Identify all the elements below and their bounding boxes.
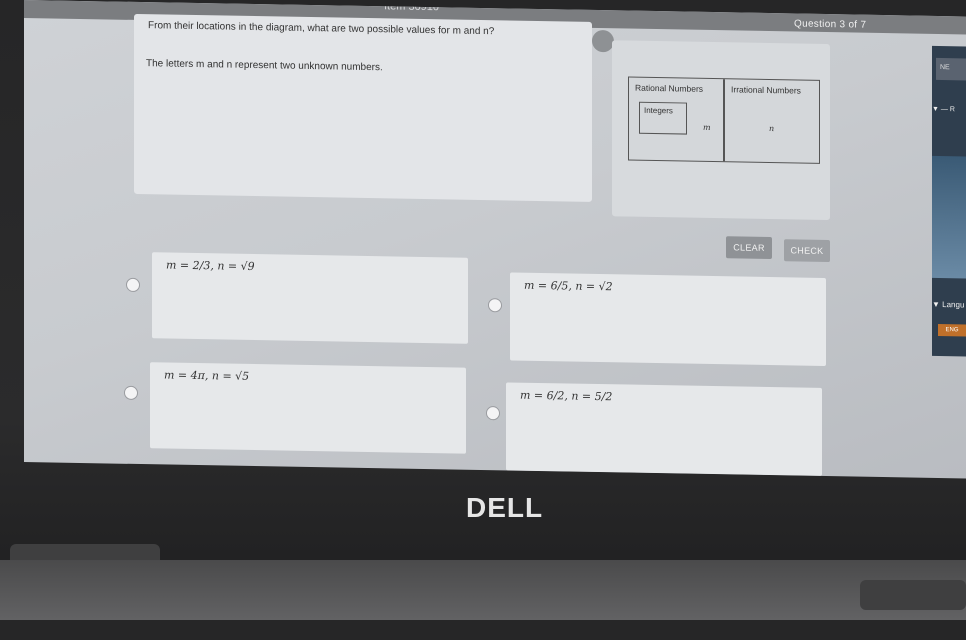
right-hinge xyxy=(860,580,966,610)
option-a-label: m = 2/3, n = √9 xyxy=(166,258,255,274)
item-label: Item 30910 xyxy=(384,0,440,14)
question-counter: Question 3 of 7 xyxy=(794,18,867,31)
question-subtext: The letters m and n represent two unknown numbers. xyxy=(146,58,383,74)
m-variable: m xyxy=(703,122,711,132)
option-c-label: m = 4π, n = √5 xyxy=(164,368,250,383)
screen xyxy=(24,0,966,478)
side-tab-second[interactable]: ▼ — R xyxy=(932,105,955,114)
rational-label: Rational Numbers xyxy=(635,82,704,94)
diagram-divider xyxy=(723,79,725,161)
clear-button[interactable]: CLEAR xyxy=(726,236,772,259)
side-panel-image xyxy=(932,156,966,279)
side-panel xyxy=(932,46,966,357)
language-dropdown[interactable]: ▼ Langu xyxy=(932,299,965,310)
irrational-label: Irrational Numbers xyxy=(731,84,801,96)
number-diagram xyxy=(628,77,820,164)
language-value-badge[interactable]: ENG xyxy=(938,324,966,336)
question-prompt: From their locations in the diagram, what are two possible values for m and n? xyxy=(148,20,495,38)
n-variable: n xyxy=(769,124,775,134)
option-a-radio[interactable] xyxy=(126,278,140,292)
option-b-radio[interactable] xyxy=(488,298,502,312)
option-c-radio[interactable] xyxy=(124,386,138,400)
brand-logo: DELL xyxy=(466,492,544,523)
check-button[interactable]: CHECK xyxy=(784,239,830,262)
integers-label: Integers xyxy=(644,105,673,116)
question-stem-card xyxy=(134,14,592,202)
integers-box xyxy=(639,102,687,135)
diagram-card xyxy=(612,40,830,220)
option-b-label: m = 6/5, n = √2 xyxy=(524,278,613,294)
option-d-radio[interactable] xyxy=(486,406,500,420)
side-tab-top[interactable]: NE xyxy=(936,58,966,81)
answer-option-a[interactable] xyxy=(152,252,468,344)
answer-option-c[interactable] xyxy=(150,362,466,454)
answer-option-d[interactable] xyxy=(506,382,822,476)
keyboard-strip xyxy=(0,620,966,640)
answer-option-b[interactable] xyxy=(510,272,826,366)
status-dot xyxy=(592,30,614,52)
option-d-label: m = 6/2, n = 5/2 xyxy=(520,388,613,404)
